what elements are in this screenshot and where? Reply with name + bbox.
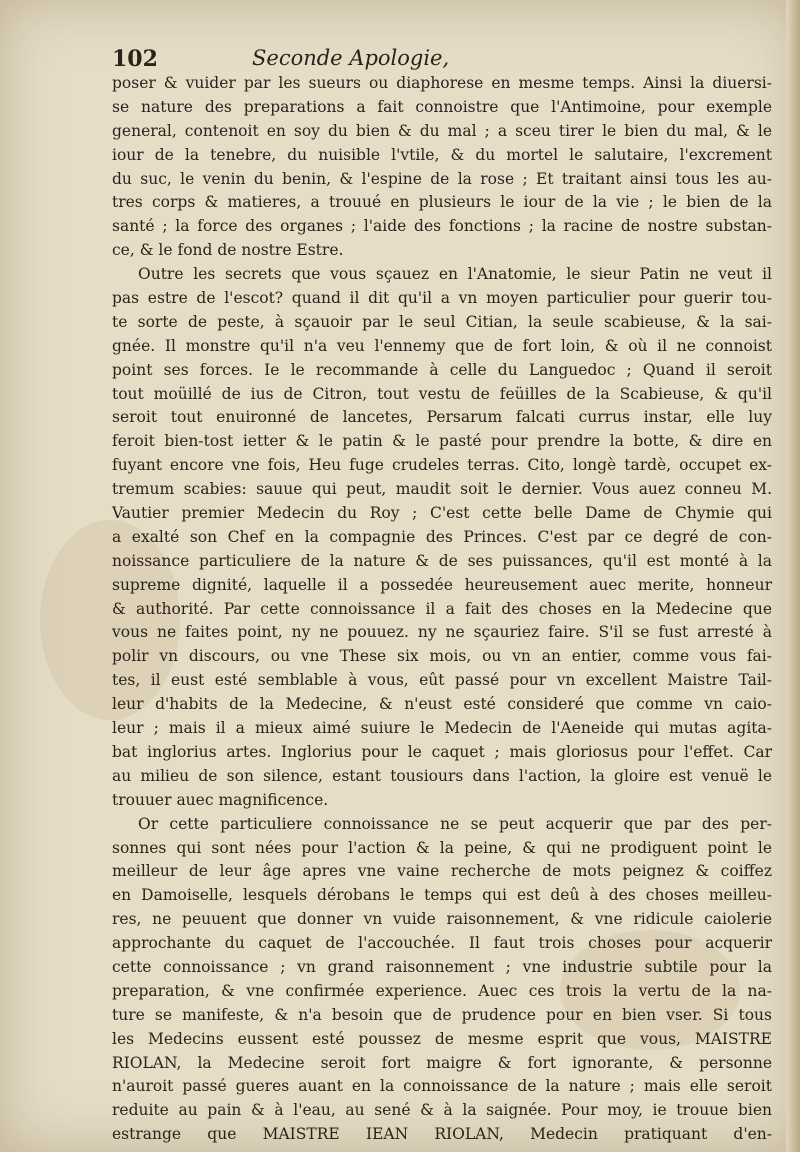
text-line: RIOLAN, la Medecine seroit fort maigre & fort ignorante, & personne: [112, 1053, 772, 1072]
text-line: n'auroit passé gueres auant en la connoissance de la nature ; mais elle seroit: [112, 1077, 772, 1096]
text-line: bat inglorius artes. Inglorius pour le caquet ; mais gloriosus pour l'effet. Car: [112, 742, 772, 761]
text-line: pas estre de l'escot? quand il dit qu'il a vn moyen particulier pour guerir tou-: [112, 289, 772, 308]
text-line: gnée. Il monstre qu'il n'a veu l'ennemy que de fort loin, & où il ne connoist: [112, 336, 772, 355]
text-line: trouuer auec magnificence.: [112, 790, 329, 809]
page-header: [112, 40, 752, 74]
text-line: iour de la tenebre, du nuisible l'vtile, & du mortel le salutaire, l'excrement: [112, 145, 772, 164]
text-line: au milieu de son silence, estant tousiours dans l'action, la gloire est venuë le: [112, 766, 772, 785]
text-line: point ses forces. Ie le recommande à celle du Languedoc ; Quand il seroit: [112, 360, 772, 379]
text-line: tout moüillé de ius de Citron, tout vestu de feüilles de la Scabieuse, & qu'il: [112, 384, 772, 403]
text-line: tes, il eust esté semblable à vous, eût passé pour vn excellent Maistre Tail-: [112, 671, 772, 690]
text-line: preparation, & vne confirmée experience. Auec ces trois la vertu de la na-: [112, 981, 772, 1000]
page-edge: [786, 0, 800, 1152]
page-number: 102: [112, 46, 158, 72]
text-line: polir vn discours, ou vne These six mois, ou vn an entier, comme vous fai-: [112, 647, 772, 666]
text-line: te sorte de peste, à sçauoir par le seul Citian, la seule scabieuse, & la sai-: [112, 312, 772, 331]
text-line: tremum scabies: sauue qui peut, maudit soit le dernier. Vous auez conneu M.: [112, 480, 772, 499]
text-line: general, contenoit en soy du bien & du mal ; a sceu tirer le bien du mal, & le: [112, 121, 772, 140]
text-line: & authorité. Par cette connoissance il a fait des choses en la Medecine que: [112, 599, 772, 618]
text-line: sonnes qui sont nées pour l'action & la peine, & qui ne prodiguent point le: [112, 838, 772, 857]
text-line: Vautier premier Medecin du Roy ; C'est cette belle Dame de Chymie qui: [112, 504, 772, 523]
text-line: supreme dignité, laquelle il a possedée heureusement auec merite, honneur: [112, 575, 772, 594]
text-line: cette connoissance ; vn grand raisonnement ; vne industrie subtile pour la: [112, 957, 772, 976]
text-line: poser & vuider par les sueurs ou diaphorese en mesme temps. Ainsi la diuersi-: [112, 74, 772, 92]
text-line: fuyant encore vne fois, Heu fuge crudeles terras. Cito, longè tardè, occupet ex-: [112, 456, 772, 475]
text-line: les Medecins eussent esté poussez de mesme esprit que vous, MAISTRE: [112, 1029, 772, 1048]
text-line: noissance particuliere de la nature & de ses puissances, qu'il est monté à la: [112, 551, 772, 570]
paragraph-start-line: Or cette particuliere connoissance ne se peut acquerir que par des per-: [138, 814, 772, 833]
running-title: Seconde Apologie,: [252, 46, 450, 70]
paragraph-start-line: Outre les secrets que vous sçauez en l'Anatomie, le sieur Patin ne veut il: [138, 265, 772, 284]
text-line: a exalté son Chef en la compagnie des Princes. C'est par ce degré de con-: [112, 527, 772, 546]
text-line: leur d'habits de la Medecine, & n'eust esté consideré que comme vn caio-: [112, 695, 772, 714]
text-line: ture se manifeste, & n'a besoin que de prudence pour en bien vser. Si tous: [112, 1005, 772, 1024]
text-line: en Damoiselle, lesquels dérobans le temps qui est deû à des choses meilleu-: [112, 886, 772, 905]
text-line: leur ; mais il a mieux aimé suiure le Medecin de l'Aeneide qui mutas agita-: [112, 719, 772, 738]
text-line: feroit bien-tost ietter & le patin & le pasté pour prendre la botte, & dire en: [112, 432, 772, 451]
text-line: vous ne faites point, ny ne pouuez. ny ne sçauriez faire. S'il se fust arresté à: [112, 623, 772, 642]
text-line: estrange que MAISTRE IEAN RIOLAN, Medecin pratiquant d'en-: [112, 1125, 772, 1144]
text-line: reduite au pain & à l'eau, au sené & à la saignée. Pour moy, ie trouue bien: [112, 1101, 772, 1120]
text-line: se nature des preparations a fait connoistre que l'Antimoine, pour exemple: [112, 97, 772, 116]
text-line: res, ne peuuent que donner vn vuide raisonnement, & vne ridicule caiolerie: [112, 910, 772, 929]
body-text: [112, 72, 772, 1147]
text-line: meilleur de leur âge apres vne vaine recherche de mots peignez & coiffez: [112, 862, 772, 881]
text-line: santé ; la force des organes ; l'aide des fonctions ; la racine de nostre substan-: [112, 217, 772, 236]
text-line: approchante du caquet de l'accouchée. Il faut trois choses pour acquerir: [112, 934, 772, 953]
text-line: du suc, le venin du benin, & l'espine de la rose ; Et traitant ainsi tous les au-: [112, 169, 772, 188]
text-line: tres corps & matieres, a trouué en plusieurs le iour de la vie ; le bien de la: [112, 193, 772, 212]
text-line: ce, & le fond de nostre Estre.: [112, 241, 344, 260]
text-line: seroit tout enuironné de lancetes, Persarum falcati currus instar, elle luy: [112, 408, 772, 427]
